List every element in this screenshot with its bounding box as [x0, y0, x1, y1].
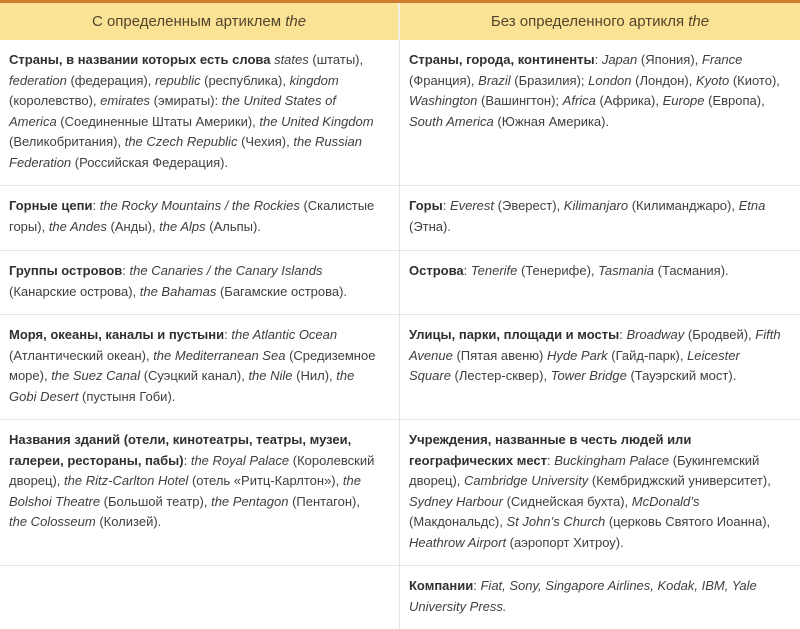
text-segment: :	[619, 327, 627, 342]
text-segment: (Вашингтон);	[481, 93, 563, 108]
text-segment: (федерация),	[70, 72, 155, 88]
text-segment: the Canaries / the Canary Islands	[129, 263, 323, 278]
text-segment: (Анды),	[110, 218, 160, 234]
text-segment: (Бразилия);	[514, 72, 589, 88]
text-segment: Brazil	[478, 72, 515, 88]
text-segment: the Ritz-Carlton Hotel	[64, 473, 192, 488]
cell-with-article	[0, 315, 400, 420]
text-segment: (эмираты):	[153, 93, 222, 108]
text-segment: the Nile	[248, 368, 297, 383]
text-segment: :	[442, 198, 450, 213]
text-segment: (Кембриджский университет),	[591, 473, 771, 488]
text-segment: (аэропорт Хитроу).	[509, 534, 624, 550]
text-segment: (Тасмания).	[657, 263, 729, 278]
text-segment: Africa	[562, 93, 600, 108]
text-segment: :	[594, 52, 602, 67]
text-segment: Улицы, парки, площади и мосты	[409, 327, 620, 342]
text-segment: (Средиземное море),	[9, 347, 376, 383]
text-segment: (Суэцкий канал),	[143, 368, 249, 383]
table-body	[0, 40, 800, 629]
text-segment: Моря, океаны, каналы и пустыни	[9, 327, 225, 342]
text-segment: the Pentagon	[211, 493, 293, 509]
text-segment: Buckingham Palace	[554, 452, 673, 468]
text-segment: St John’s Church	[506, 514, 609, 529]
text-segment: London	[588, 72, 636, 88]
text-segment: the Mediterranean Sea	[153, 347, 290, 363]
text-segment: Etna	[738, 198, 766, 213]
cell-without-article	[400, 315, 800, 420]
text-segment: the Bahamas	[139, 283, 220, 299]
text-segment: the Gobi Desert	[9, 368, 355, 404]
text-segment: (Африка),	[599, 93, 663, 108]
text-segment: С определенным артиклем	[91, 13, 286, 30]
text-segment: Страны, города, континенты	[409, 52, 595, 67]
text-segment: (Лестер-сквер),	[454, 368, 551, 383]
text-segment: France	[701, 52, 743, 67]
table-header-row	[0, 0, 800, 40]
cell-with-article	[0, 566, 400, 629]
text-segment: federation	[9, 72, 71, 88]
text-segment: (Франция),	[409, 72, 479, 88]
text-segment: emirates	[100, 93, 154, 108]
text-segment: (Соединенные Штаты Америки),	[60, 113, 260, 129]
header-without-definite-article	[400, 3, 800, 40]
table-row	[0, 315, 800, 420]
text-segment: Острова	[409, 263, 464, 278]
text-segment: Hyde Park	[546, 347, 612, 363]
text-segment: (Великобритания),	[9, 134, 125, 149]
text-segment: :	[463, 263, 471, 278]
text-segment: Fiat, Sony, Singapore Airlines, Kodak, IBM, Yale University Press.	[409, 578, 757, 614]
text-segment: Cambridge University	[464, 473, 592, 488]
text-segment: Группы островов	[9, 263, 123, 278]
text-segment: Washington	[409, 93, 482, 108]
text-segment: the United Kingdom	[259, 113, 374, 129]
text-segment: the Colosseum	[9, 514, 100, 529]
text-segment: (Эверест),	[497, 198, 564, 213]
text-segment: (Япония),	[640, 52, 702, 67]
text-segment: Broadway	[626, 327, 688, 342]
text-segment: (штаты),	[312, 52, 364, 67]
text-segment: Europe	[662, 93, 709, 108]
text-segment: (Российская Федерация).	[74, 154, 229, 170]
text-segment: :	[92, 198, 100, 213]
text-segment: the Rocky Mountains / the Rockies	[99, 198, 304, 213]
text-segment: Fifth Avenue	[409, 327, 781, 363]
header-with-definite-article	[0, 3, 400, 40]
text-segment: Учреждения, названные в честь людей или географических мест	[409, 432, 692, 468]
cell-with-article	[0, 420, 400, 566]
text-segment: kingdom	[289, 72, 339, 88]
text-segment: republic	[154, 72, 205, 88]
text-segment: (Канарские острова),	[9, 283, 140, 299]
text-segment: (Атлантический океан),	[9, 347, 154, 363]
cell-without-article	[400, 420, 800, 566]
text-segment: the Royal Palace	[190, 452, 293, 468]
text-segment: the Russian Federation	[9, 134, 363, 170]
text-segment: Tower Bridge	[550, 368, 631, 383]
text-segment: Названия зданий (отели, кинотеатры, театры, музеи, галереи, рестораны, пабы)	[9, 432, 352, 468]
text-segment: the	[688, 13, 710, 30]
text-segment: :	[183, 452, 191, 468]
text-segment: (Нил),	[296, 368, 337, 383]
text-segment: (Королевский дворец),	[9, 452, 375, 488]
text-segment: :	[122, 263, 130, 278]
text-segment: Tasmania	[598, 263, 658, 278]
text-segment: (Бродвей),	[687, 327, 756, 342]
text-segment: Горные цепи	[9, 198, 93, 213]
text-segment: Japan	[601, 52, 641, 67]
text-segment: Kyoto	[695, 72, 733, 88]
text-segment: the Atlantic Ocean	[231, 327, 338, 342]
text-segment: (Тенерифе),	[520, 263, 599, 278]
text-segment: Everest	[449, 198, 498, 213]
text-segment: states	[274, 52, 313, 67]
text-segment: (республика),	[204, 72, 290, 88]
text-segment: (королевство),	[9, 93, 101, 108]
text-segment: (Европа),	[708, 93, 765, 108]
text-segment: the United States of America	[9, 93, 336, 129]
cell-with-article	[0, 186, 400, 251]
text-segment: (пустыня Гоби).	[81, 388, 176, 404]
text-segment: Горы	[409, 198, 443, 213]
text-segment: :	[473, 578, 481, 593]
text-segment: (Большой театр),	[103, 493, 212, 509]
table-row	[0, 420, 800, 566]
text-segment: the Andes	[48, 218, 111, 234]
text-segment: (церковь Святого Иоанна),	[608, 514, 771, 529]
text-segment: (Альпы).	[209, 218, 261, 234]
text-segment: (Лондон),	[635, 72, 696, 88]
text-segment: (Сиднейская бухта),	[506, 493, 632, 509]
cell-without-article	[400, 186, 800, 251]
text-segment: McDonald’s	[631, 493, 700, 509]
text-segment: (Чехия),	[241, 134, 294, 149]
text-segment: Leicester Square	[409, 347, 740, 383]
text-segment: Страны, в названии которых есть слова	[9, 52, 275, 67]
text-segment: (Багамские острова).	[219, 283, 348, 299]
text-segment: Без определенного артикля	[490, 13, 689, 30]
text-segment: :	[547, 452, 555, 468]
text-segment: the Alps	[159, 218, 210, 234]
text-segment: Sydney Harbour	[409, 493, 507, 509]
text-segment: South America	[409, 113, 498, 129]
text-segment: (Гайд-парк),	[611, 347, 688, 363]
text-segment: (Южная Америка).	[497, 113, 610, 129]
text-segment: (отель «Ритц-Карлтон»),	[191, 473, 343, 488]
text-segment: the Bolshoi Theatre	[9, 473, 361, 509]
table-row	[0, 251, 800, 315]
table-row	[0, 40, 800, 186]
cell-with-article	[0, 40, 400, 186]
text-segment: (Колизей).	[99, 514, 162, 529]
text-segment: (Пятая авеню)	[456, 347, 547, 363]
text-segment: (Киото),	[732, 72, 780, 88]
cell-without-article	[400, 40, 800, 186]
text-segment: (Этна).	[409, 218, 451, 234]
text-segment: (Килиманджаро),	[631, 198, 739, 213]
text-segment: the Czech Republic	[124, 134, 242, 149]
text-segment: Heathrow Airport	[409, 534, 510, 550]
text-segment: (Макдональдс),	[409, 514, 507, 529]
text-segment: Kilimanjaro	[563, 198, 632, 213]
text-segment: (Скалистые горы),	[9, 198, 375, 234]
text-segment: the	[285, 13, 307, 30]
text-segment: (Тауэрский мост).	[630, 368, 737, 383]
text-segment: the Suez Canal	[51, 368, 144, 383]
table-row	[0, 566, 800, 629]
table-row	[0, 186, 800, 251]
cell-with-article	[0, 251, 400, 315]
text-segment: Компании	[409, 578, 474, 593]
text-segment: (Пентагон),	[292, 493, 360, 509]
cell-without-article	[400, 251, 800, 315]
text-segment: :	[224, 327, 232, 342]
text-segment: Tenerife	[470, 263, 521, 278]
text-segment: (Букингемский дворец),	[409, 452, 760, 488]
cell-without-article	[400, 566, 800, 629]
